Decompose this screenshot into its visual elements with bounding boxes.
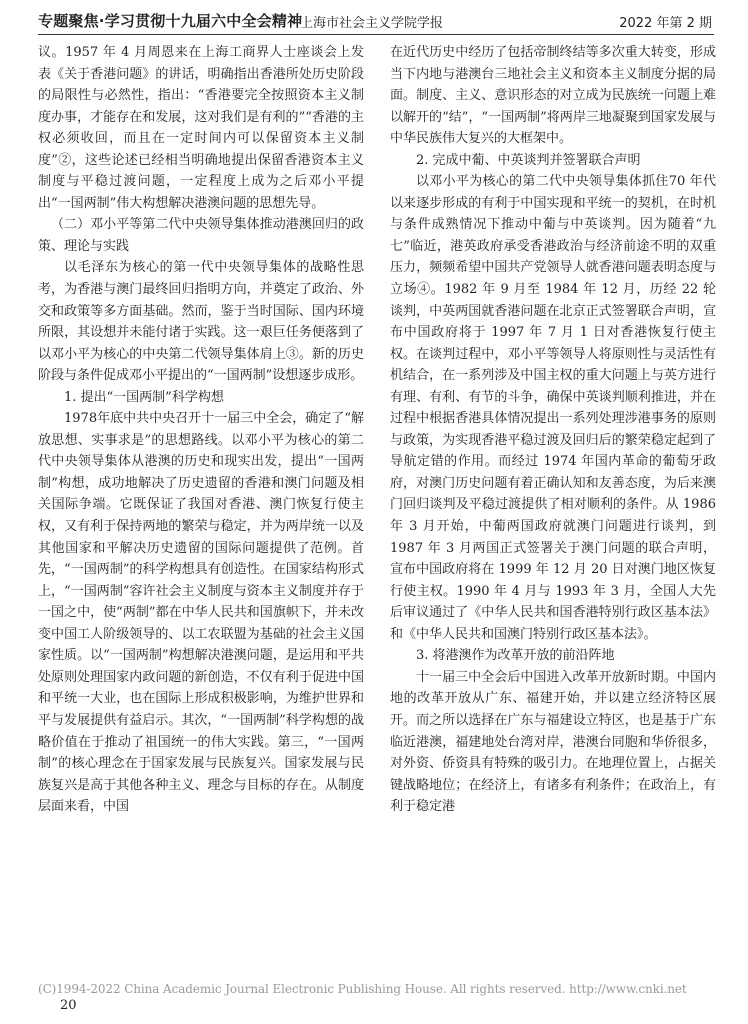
right-column bbox=[390, 42, 716, 982]
paragraph: 1978年底中共中央召开十一届三中全会，确定了“解放思想、实事求是”的思想路线。以邓小平为核心的第二代中央领导集体从港澳的历史和现实出发，提出“一国两制”构想，成功地解决了历史遗留的香港和澳门问题及相关国际争端。它既保证了我国对香港、澳门恢复行使主权，又有利于保持两地的繁荣与稳定，并为两岸统一以及其他国家和平解决历史遗留的国际问题提供了范例。首先，“一国两制”的科学构想具有创造性。在国家结构形式上，“一国两制”容许社会主义制度与资本主义制度并存于一国之中，使“两制”都在中华人民共和国旗帜下，并未改变中国工人阶级领导的、以工农联盟为基础的社会主义国家性质。以“一国两制”构想解决港澳问题，是运用和平共处原则处理国家内政问题的新创造，不仅有利于促进中国和平统一大业，也在国际上形成积极影响，为维护世界和平与发展提供有益启示。其次，“一国两制”科学构想的战略价值在于推动了祖国统一的伟大实践。第三，“一国两制”的核心理念在于国家发展与民族复兴。国家发展与民族复兴是高于其他各种主义、理念与目标的存在。从制度层面来看，中国 bbox=[38, 411, 364, 815]
header-rule bbox=[38, 34, 714, 35]
subsection-heading: 2. 完成中葡、中英谈判并签署联合声明 bbox=[416, 152, 641, 168]
paragraph: 在近代历史中经历了包括帝制终结等多次重大转变，形成当下内地与港澳台三地社会主义和资本主义制度分据的局面。制度、主义、意识形态的对立成为民族统一问题上难以解开的“结”，“一国两制”将两岸三地凝聚到国家发展与中华民族伟大复兴的大框架中。 bbox=[390, 45, 716, 147]
subsection-heading: 1. 提出“一国两制”科学构想 bbox=[64, 389, 224, 405]
section-heading: （二）邓小平等第二代中央领导集体推动港澳回归的政策、理论与实践 bbox=[38, 217, 364, 254]
paragraph: 以毛泽东为核心的第一代中央领导集体的战略性思考，为香港与澳门最终回归指明方向，并奠定了政治、外交和政策等多方面基础。然而，鉴于当时国际、国内环境所限，其设想并未能付诸于实践。这一艰巨任务便落到了以邓小平为核心的中央第二代领导集体肩上③。新的历史阶段与条件促成邓小平提出的“一国两制”设想逐步成形。 bbox=[38, 260, 364, 384]
paragraph: 议。1957 年 4 月周恩来在上海工商界人士座谈会上发表《关于香港问题》的讲话，明确指出香港所处历史阶段的局限性与必然性，指出：“香港要完全按照资本主义制度办事，才能存在和发展，这对我们是有利的”“香港的主权必须收回，而且在一定时间内可以保留资本主义制度”②，这些论述已经相当明确地提出保留香港资本主义制度与平稳过渡问题，一定程度上成为之后邓小平提出“一国两制”伟大构想解决港澳问题的思想先导。 bbox=[38, 45, 364, 211]
section-title: 专题聚焦·学习贯彻十九届六中全会精神 bbox=[38, 12, 303, 30]
paragraph: 十一届三中全会后中国进入改革开放新时期。中国内地的改革开放从广东、福建开始，并以建立经济特区展开。而之所以选择在广东与福建设立特区，也是基于广东临近港澳，福建地处台湾对岸，港澳台同胞和华侨很多，对外资、侨资具有特殊的吸引力。在地理位置上，占据关键战略地位；在经济上，有诸多有利条件；在政治上，有利于稳定港 bbox=[390, 669, 716, 815]
running-header bbox=[38, 8, 714, 34]
journal-name: 上海市社会主义学院学报 bbox=[300, 16, 444, 31]
subsection-heading: 3. 将港澳作为改革开放的前沿阵地 bbox=[416, 648, 615, 664]
page-number: 20 bbox=[60, 998, 77, 1013]
paragraph: 以邓小平为核心的第二代中央领导集体抓住70 年代以来逐步形成的有利于中国实现和平统一的契机，在时机与条件成熟情况下推动中葡与中英谈判。因为随着“九七”临近，港英政府承受香港政治与经济前途不明的双重压力，频频希望中国共产党领导人就香港问题表明态度与立场④。1982 年 9 月至 1984 年 12 月，历经 22 轮谈判，中英两国就香港问题在北京正式签署联合声明，宣布中国政府将于 1997 年 7 月 1 日对香港恢复行使主权。在谈判过程中，邓小平等领导人将原则性与灵活性有机结合，在一系列涉及中国主权的重大问题上与英方进行有理、有利、有节的斗争，确保中英谈判顺利推进，并在过程中根据香港具体情况提出一系列处理涉港事务的原则与政策，为实现香港平稳过渡及回归后的繁荣稳定起到了导航定错的作用。而经过 1974 年国内革命的葡萄牙政府，对澳门历史问题有着正确认知和友善态度，为后来澳门回归谈判及平稳过渡提供了相对顺利的条件。从 1986 年 3 月开始，中葡两国政府就澳门问题进行谈判，到 1987 年 3 月两国正式签署关于澳门问题的联合声明，宣布中国政府将在 1999 年 12 月 20 日对澳门地区恢复行使主权。1990 年 4 月与 1993 年 3 月，全国人大先后审议通过了《中华人民共和国香港特别行政区基本法》和《中华人民共和国澳门特别行政区基本法》。 bbox=[390, 174, 716, 642]
left-column bbox=[38, 42, 364, 982]
issue-label: 2022 年第 2 期 bbox=[619, 16, 712, 31]
copyright-footer: (C)1994-2022 China Academic Journal Electronic Publishing House. All rights reserved. http://www.cnki.net bbox=[38, 982, 687, 996]
